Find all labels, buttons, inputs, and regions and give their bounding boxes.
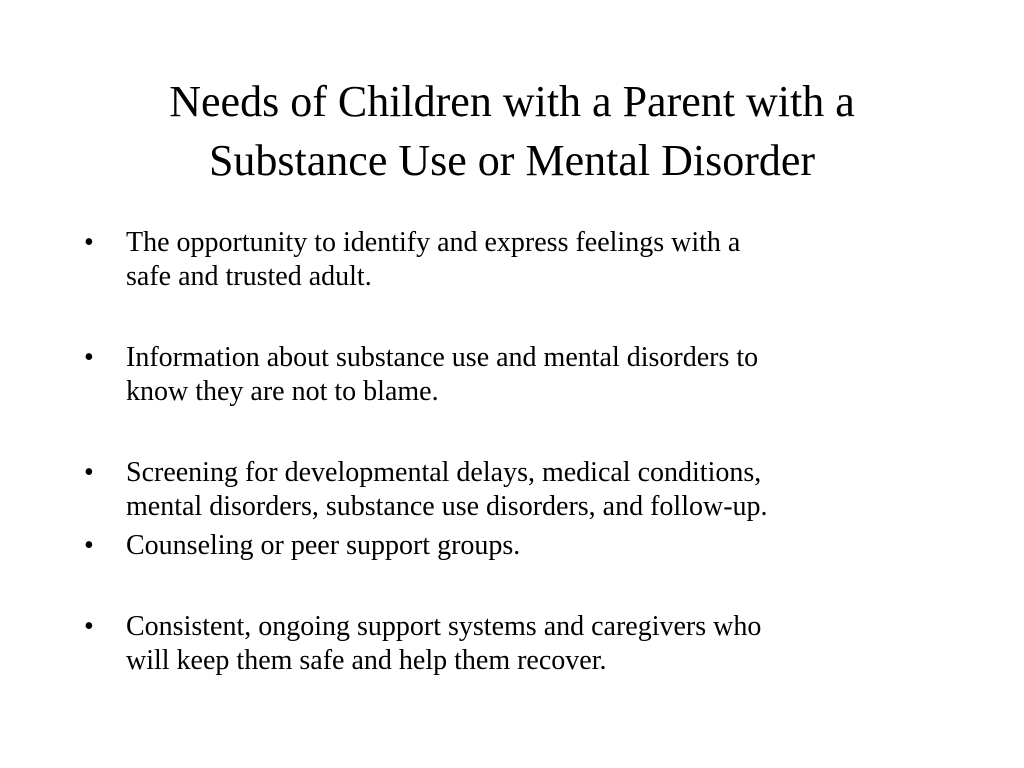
bullet-text-line: Consistent, ongoing support systems and caregivers who [126, 611, 762, 642]
title-line-2: Substance Use or Mental Disorder [208, 136, 816, 185]
bullet-text-line: The opportunity to identify and express feelings with a [126, 227, 741, 258]
bullet-text-line: will keep them safe and help them recover. [126, 645, 607, 676]
bullet-text-line: Screening for developmental delays, medical conditions, [126, 457, 762, 488]
bullet-item [84, 456, 914, 524]
bullet-text [126, 610, 914, 678]
title-line-1: Needs of Children with a Parent with a [169, 77, 855, 126]
bullet-item [84, 610, 914, 678]
bullet-icon: • [84, 342, 94, 373]
bullet-icon: • [84, 611, 94, 642]
bullet-item [84, 226, 914, 294]
bullet-item [84, 529, 914, 563]
bullet-text [126, 456, 914, 524]
bullet-text-line: Counseling or peer support groups. [126, 530, 521, 561]
bullet-item [84, 341, 914, 409]
bullet-text-line: mental disorders, substance use disorders, and follow-up. [126, 491, 768, 522]
bullet-icon: • [84, 530, 94, 561]
bullet-icon: • [84, 457, 94, 488]
bullet-text-line: safe and trusted adult. [126, 261, 372, 292]
bullet-icon: • [84, 227, 94, 258]
bullet-text [126, 226, 914, 294]
bullet-text [126, 529, 914, 563]
bullet-text-line: Information about substance use and mental disorders to [126, 342, 759, 373]
bullet-text-line: know they are not to blame. [126, 376, 439, 407]
bullet-text [126, 341, 914, 409]
